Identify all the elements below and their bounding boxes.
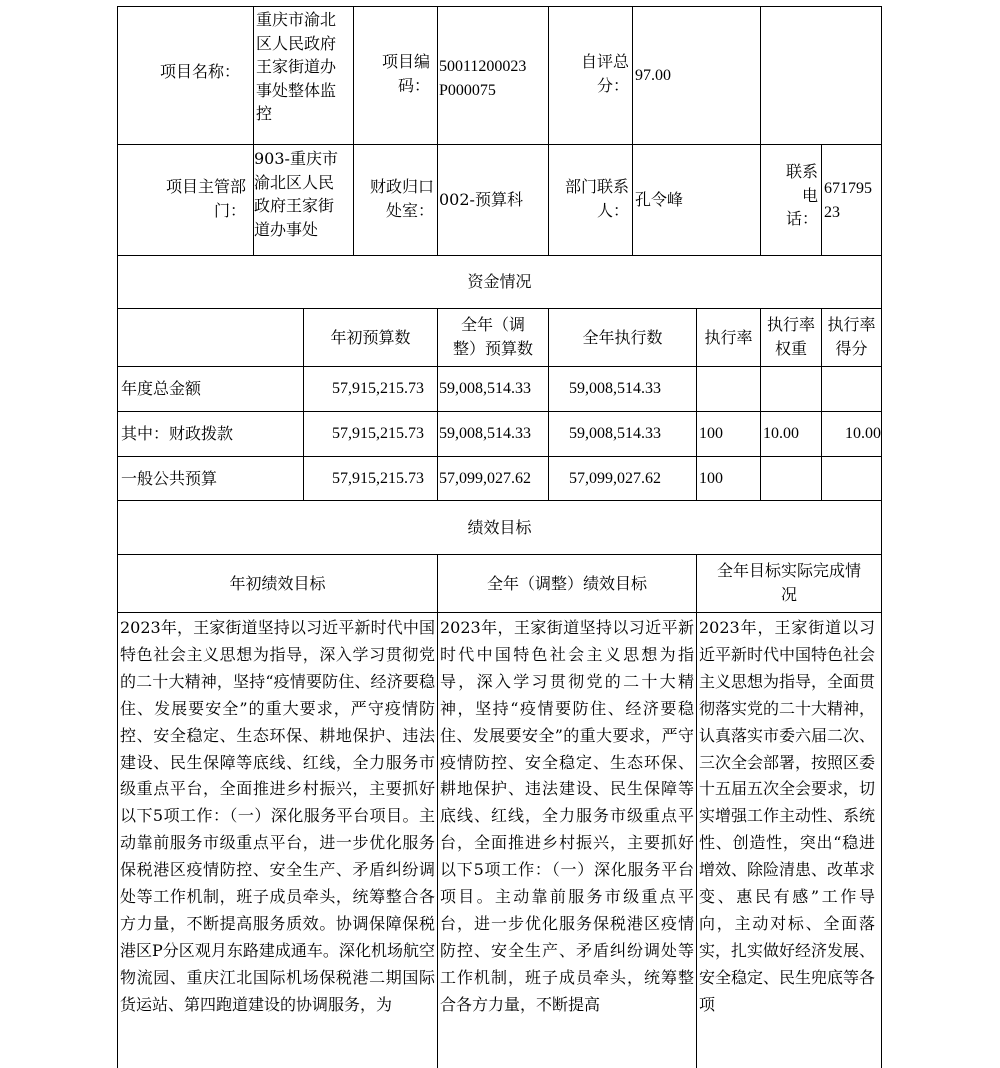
phone-label: 联系 电 话： — [785, 162, 818, 228]
funds-row-score: 10.00 — [845, 425, 881, 442]
funds-row-label: 其中：财政拨款 — [121, 424, 234, 443]
funds-row-adjusted: 59,008,514.33 — [439, 380, 531, 397]
phone-value: 671795 23 — [824, 180, 872, 221]
dept-label: 项目主管部 门： — [165, 177, 246, 220]
funds-row-initial: 57,915,215.73 — [332, 380, 424, 397]
funds-row-label: 年度总金额 — [121, 379, 202, 398]
finance-value: 002-预算科 — [439, 190, 523, 209]
dept-value: 903-重庆市 渝北区人民 政府王家街 道办事处 — [254, 149, 338, 239]
funds-row-executed: 59,008,514.33 — [569, 380, 661, 397]
funds-row-executed: 59,008,514.33 — [569, 425, 661, 442]
funds-row-rate: 100 — [699, 470, 723, 487]
funds-header-executed: 全年执行数 — [582, 328, 663, 347]
funds-row-adjusted: 57,099,027.62 — [439, 470, 531, 487]
goals-section-title: 绩效目标 — [467, 518, 532, 537]
goals-actual-text: 2023年，王家街道以习近平新时代中国特色社会主义思想为指导，全面贯彻落实党的二十大精神，认真落实市委六届二次、三次全会部署，按照区委十五届五次全会要求，切实增强工作主动性、系统性、创造性，突出“稳进增效、除险清患、改革求变、惠民有感”工作导向，主动对标、全面落实，扎实做好经济发展、安全稳定、民生兜底等各项 — [699, 618, 875, 1014]
project-code-value: 50011200023 P000075 — [439, 58, 527, 99]
funds-row-initial: 57,915,215.73 — [332, 470, 424, 487]
goals-initial-text: 2023年，王家街道坚持以习近平新时代中国特色社会主义思想为指导，深入学习贯彻党的二十大精神，坚持“疫情要防住、经济要稳住、发展要安全”的重大要求，严守疫情防控、安全稳定、生态环保、耕地保护、违法建设、民生保障等底线、红线，全力服务市级重点平台，全面推进乡村振兴，主要抓好以下5项工作：（一）深化服务平台项目。主动靠前服务市级重点平台，进一步优化服务保税港区疫情防控、安全生产、矛盾纠纷调处等工作机制，班子成员牵头，统筹整合各方力量，不断提高服务质效。协调保障保税港区P分区观月东路建成通车。深化机场航空物流园、重庆江北国际机场保税港二期国际货运站、第四跑道建设的协调服务，为 — [120, 618, 435, 1014]
funds-header-weight: 执行率 权重 — [766, 315, 815, 358]
funds-row-weight: 10.00 — [763, 425, 799, 442]
funds-header-adjusted: 全年（调 整）预算数 — [452, 315, 533, 358]
funds-row-initial: 57,915,215.73 — [332, 425, 424, 442]
funds-header-score: 执行率 得分 — [827, 315, 876, 358]
goals-header-actual: 全年目标实际完成情 况 — [716, 561, 861, 604]
funds-row-executed: 57,099,027.62 — [569, 470, 661, 487]
self-score-label: 自评总 分： — [580, 52, 629, 95]
finance-label: 财政归口 处室： — [369, 177, 434, 220]
self-score-value: 97.00 — [635, 67, 671, 84]
funds-header-initial: 年初预算数 — [330, 328, 411, 347]
funds-row-adjusted: 59,008,514.33 — [439, 425, 531, 442]
funds-header-rate: 执行率 — [704, 328, 753, 347]
funds-row-rate: 100 — [699, 425, 723, 442]
project-name-label: 项目名称： — [159, 62, 240, 81]
project-code-label: 项目编 码： — [381, 52, 430, 95]
goals-header-adjusted: 全年（调整）绩效目标 — [486, 574, 647, 593]
funds-row-label: 一般公共预算 — [121, 469, 218, 488]
project-name-value: 重庆市渝北 区人民政府 王家街道办 事处整体监 控 — [256, 10, 337, 123]
goals-header-initial: 年初绩效目标 — [229, 574, 326, 593]
contact-label: 部门联系 人： — [564, 177, 629, 220]
funds-section-title: 资金情况 — [467, 272, 532, 291]
contact-value: 孔令峰 — [635, 190, 684, 209]
goals-adjusted-text: 2023年，王家街道坚持以习近平新时代中国特色社会主义思想为指导，深入学习贯彻党的二十大精神，坚持“疫情要防住、经济要稳住、发展要安全”的重大要求，严守疫情防控、安全稳定、生态环保、耕地保护、违法建设、民生保障等底线、红线，全力服务市级重点平台，全面推进乡村振兴，主要抓好以下5项工作：（一）深化服务平台项目。主动靠前服务市级重点平台，进一步优化服务保税港区疫情防控、安全生产、矛盾纠纷调处等工作机制，班子成员牵头，统筹整合各方力量，不断提高 — [440, 618, 694, 1014]
